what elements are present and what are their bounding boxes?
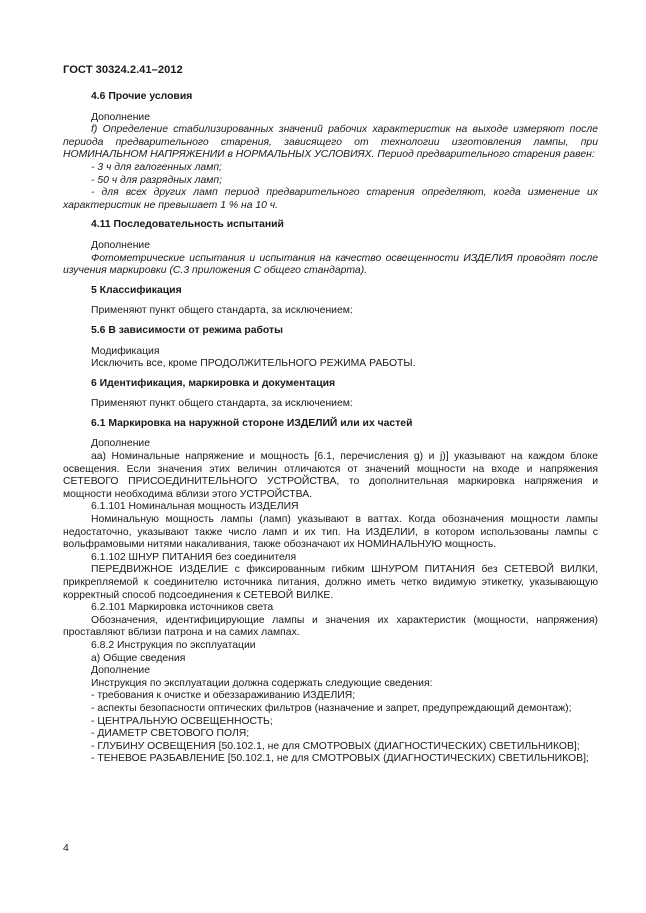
list-item: - аспекты безопасности оптических фильтров (назначение и запрет, предупреждающий демонтаж);: [91, 702, 572, 714]
section-5-title: 5 Классификация: [91, 284, 182, 296]
subsection-6-1-102-paragraph: ПЕРЕДВИЖНОЕ ИЗДЕЛИЕ с фиксированным гибким ШНУРОМ ПИТАНИЯ без СЕТЕВОЙ ВИЛКИ, прикрепляемой к соединителю источника питания, должно иметь четко видимую этикетку, указывающую корректный способ подсоединения к СЕТЕВОЙ ВИЛКЕ.: [63, 564, 598, 601]
section-4-6-paragraph: f) Определение стабилизированных значений рабочих характеристик на выходе измеряют после периода предварительного старения, зависящего от технологии изготовления лампы, при НОМИНАЛЬНОМ НАПРЯЖЕНИИ в НОРМАЛЬНЫХ УСЛОВИЯХ. Период предварительного старения равен:: [63, 124, 598, 161]
section-4-11-paragraph: Фотометрические испытания и испытания на качество освещенности ИЗДЕЛИЯ проводят после изучения маркировки (С.3 приложения С общего стандарта).: [63, 252, 598, 277]
list-item: - ДИАМЕТР СВЕТОВОГО ПОЛЯ;: [91, 728, 250, 740]
list-item: - ТЕНЕВОЕ РАЗБАВЛЕНИЕ [50.102.1, не для СМОТРОВЫХ (ДИАГНОСТИЧЕСКИХ) СВЕТИЛЬНИКОВ];: [91, 753, 589, 765]
page-number: 4: [63, 843, 69, 854]
subsection-6-8-2-label: Дополнение: [91, 665, 151, 677]
list-item: - для всех других ламп период предварительного старения определяют, когда изменение их характеристик не превышает 1 % на 10 ч.: [63, 187, 598, 211]
section-4-11-label: Дополнение: [91, 239, 151, 251]
section-5-6-paragraph: Исключить все, кроме ПРОДОЛЖИТЕЛЬНОГО РЕЖИМА РАБОТЫ.: [91, 358, 416, 370]
list-item: - ГЛУБИНУ ОСВЕЩЕНИЯ [50.102.1, не для СМОТРОВЫХ (ДИАГНОСТИЧЕСКИХ) СВЕТИЛЬНИКОВ];: [91, 740, 580, 752]
list-item: - требования к очистке и обеззараживанию ИЗДЕЛИЯ;: [91, 690, 356, 702]
subsection-6-8-2-a-title: а) Общие сведения: [91, 652, 186, 664]
section-6-title: 6 Идентификация, маркировка и документация: [91, 377, 336, 389]
section-4-11-title: 4.11 Последовательность испытаний: [91, 219, 284, 231]
subsection-6-1-101-paragraph: Номинальную мощность лампы (ламп) указывают в ваттах. Когда обозначения мощности лампы недостаточно, указывают также число ламп и их тип. На ИЗДЕЛИИ, в котором использованы лампы с вольфрамовыми нитями накаливания, также обозначают их НОМИНАЛЬНУЮ мощность.: [63, 514, 598, 551]
list-item: - 50 ч для разрядных ламп;: [91, 174, 223, 186]
section-5-6-title: 5.6 В зависимости от режима работы: [91, 324, 283, 336]
section-4-6-title: 4.6 Прочие условия: [91, 91, 193, 102]
section-5-6-label: Модификация: [91, 345, 160, 357]
subsection-6-8-2-title: 6.8.2 Инструкция по эксплуатации: [91, 639, 256, 651]
subsection-6-2-101-title: 6.2.101 Маркировка источников света: [91, 602, 274, 614]
document-header: ГОСТ 30324.2.41–2012: [63, 64, 183, 76]
list-item: - ЦЕНТРАЛЬНУЮ ОСВЕЩЕННОСТЬ;: [91, 715, 273, 727]
section-4-6-label: Дополнение: [91, 111, 151, 123]
subsection-6-1-101-title: 6.1.101 Номинальная мощность ИЗДЕЛИЯ: [91, 501, 299, 513]
section-6-1-paragraph-aa: аа) Номинальные напряжение и мощность [6.1, перечисления g) и j)] указывают на каждом блоке освещения. Если значения этих величин отличаются от значений мощности на входе и напряжения СЕТЕВОГО ПРИСОЕДИНИТЕЛЬНОГО УСТРОЙСТВА, то дополнительная маркировка напряжения и мощности необходима вблизи этого УСТРОЙСТВА.: [63, 451, 598, 500]
subsection-6-1-102-title: 6.1.102 ШНУР ПИТАНИЯ без соединителя: [91, 551, 297, 563]
subsection-6-2-101-paragraph: Обозначения, идентифицирующие лампы и значения их характеристик (мощности, напряжения) проставляют вблизи патрона и на самих лампах.: [63, 614, 598, 639]
subsection-6-8-2-paragraph: Инструкция по эксплуатации должна содержать следующие сведения:: [91, 677, 433, 689]
section-6-paragraph: Применяют пункт общего стандарта, за исключением:: [91, 398, 353, 410]
section-5-paragraph: Применяют пункт общего стандарта, за исключением:: [91, 305, 353, 317]
document-body: [63, 91, 598, 766]
section-6-1-title: 6.1 Маркировка на наружной стороне ИЗДЕЛИЙ или их частей: [91, 417, 413, 429]
list-item: - 3 ч для галогенных ламп;: [91, 161, 222, 173]
section-6-1-label: Дополнение: [91, 438, 151, 450]
